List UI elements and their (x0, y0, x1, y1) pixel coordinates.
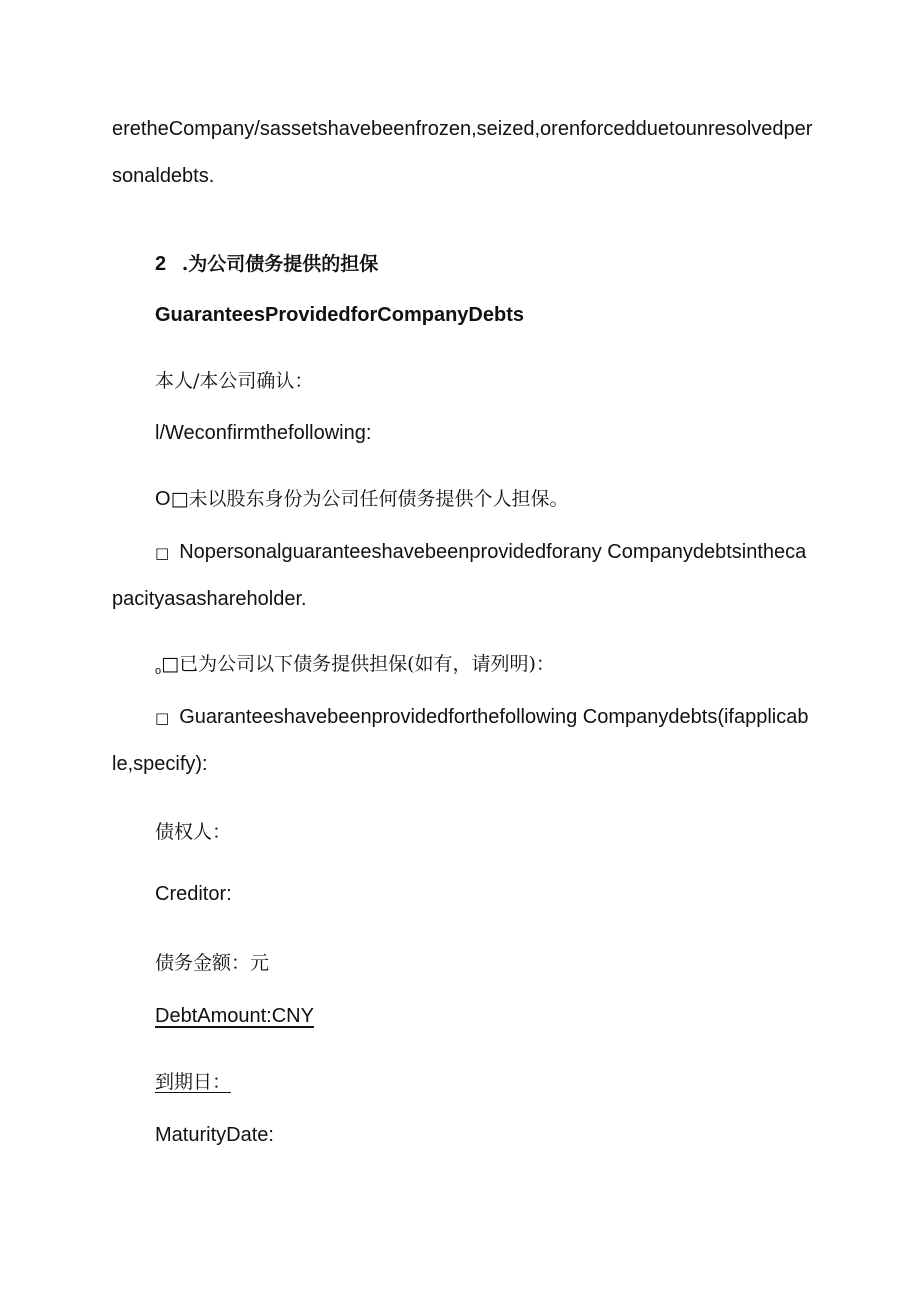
option-1-marker: O (155, 488, 171, 510)
option-2-en-checkbox[interactable]: □ (155, 709, 170, 727)
creditor-label-cn: 债权人： (155, 821, 232, 843)
creditor-label-en: Creditor: (155, 883, 232, 905)
debt-amount-label-en[interactable]: DebtAmount:CNY (155, 1005, 314, 1027)
option-1-checkbox[interactable]: □ (170, 488, 189, 510)
debt-amount-label-cn: 债务金额：元 (155, 952, 270, 974)
option-1-en-line-1 (155, 540, 806, 565)
option-2-marker: o (155, 665, 162, 677)
option-1-en-checkbox[interactable]: □ (155, 544, 170, 562)
option-1-text-cn: 未以股东身份为公司任何债务提供个人担保。 (188, 488, 569, 510)
maturity-date-label-cn[interactable]: 到期日： (155, 1071, 232, 1093)
option-1-cn (155, 487, 569, 511)
option-2-en-line-1 (155, 705, 808, 730)
option-2-en-line-2: le,specify): (112, 753, 208, 775)
paragraph-continuation-line-1: eretheCompany/sassetshavebeenfrozen,seized,orenforcedduetounresolvedper (112, 118, 813, 140)
option-2-cn (155, 652, 555, 683)
section-title-cn: .为公司债务提供的担保 (181, 253, 379, 275)
maturity-date-label-en: MaturityDate: (155, 1124, 274, 1146)
paragraph-continuation-line-2: sonaldebts. (112, 165, 215, 187)
section-title-en: GuaranteesProvidedforCompanyDebts (155, 304, 524, 326)
section-number: 2 (155, 253, 167, 275)
option-2-text-en: Guaranteeshavebeenprovidedforthefollowing Companydebts(ifapplicab (179, 706, 809, 728)
confirm-en: l/Weconfirmthefollowing: (155, 422, 372, 444)
option-2-text-cn: 已为公司以下债务提供担保(如有，请列明)： (179, 653, 555, 675)
option-2-checkbox[interactable]: □ (161, 653, 180, 675)
confirm-cn: 本人/本公司确认： (155, 370, 314, 392)
section-heading-cn (155, 252, 378, 276)
option-1-en-line-2: pacityasashareholder. (112, 588, 307, 610)
option-1-text-en: Nopersonalguaranteeshavebeenprovidedforany Companydebtsintheca (179, 541, 807, 563)
